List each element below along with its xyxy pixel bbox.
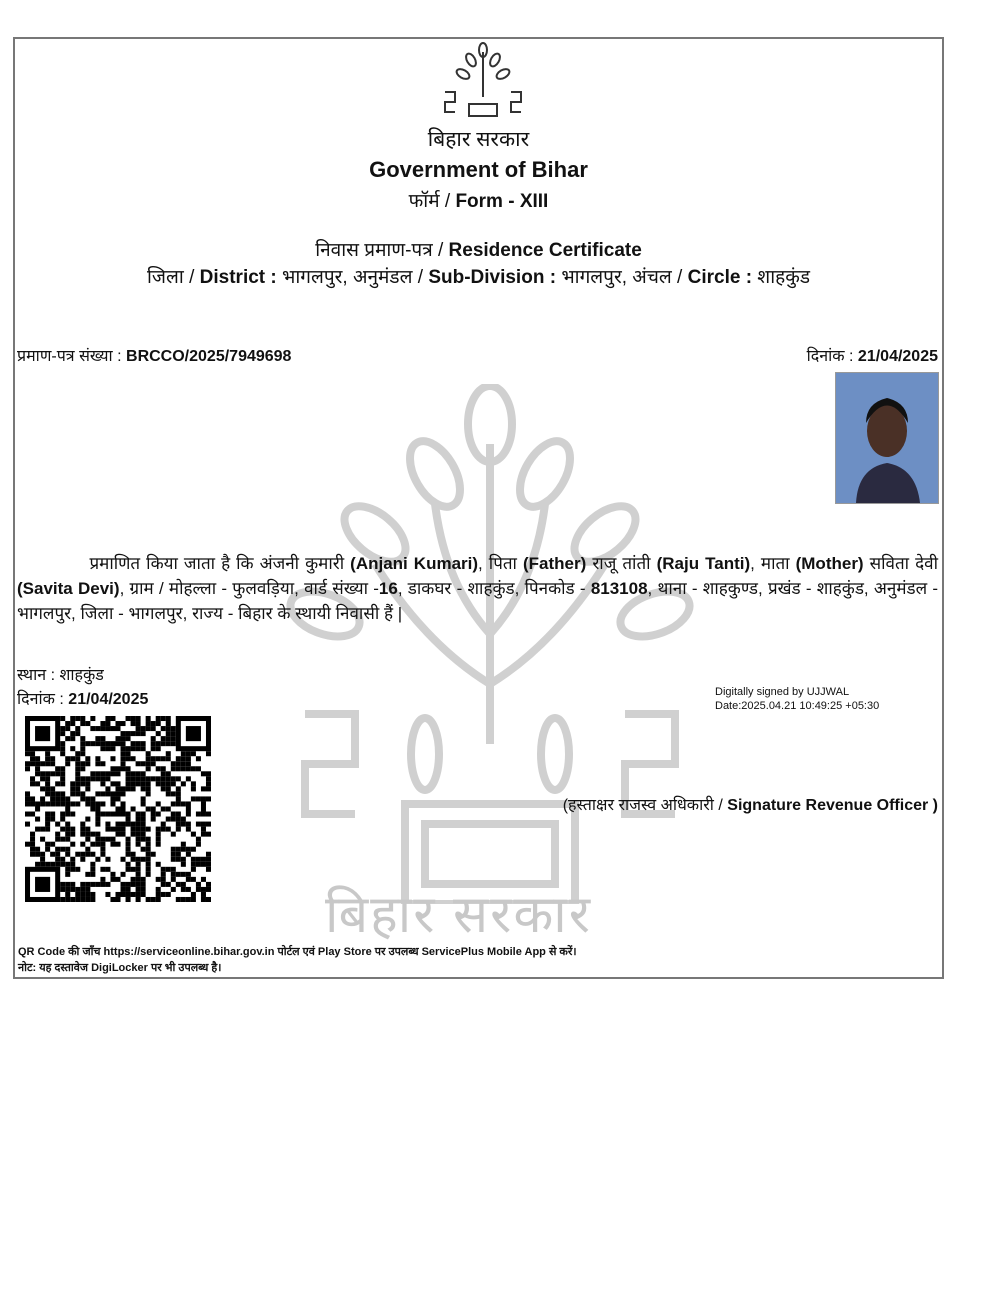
bihar-emblem-icon bbox=[443, 42, 523, 122]
text-segment: 16 bbox=[378, 579, 398, 598]
certificate-title bbox=[15, 236, 942, 262]
qr-note: QR Code की जाँच https://serviceonline.bihar.gov.in पोर्टल एवं Play Store पर उपलब्ध ServicePlus Mobile App से करें। bbox=[18, 946, 577, 958]
signature-hindi: (हस्ताक्षर राजस्व अधिकारी / bbox=[562, 797, 728, 814]
text-segment: शाहकुंड bbox=[752, 267, 810, 288]
govt-english-title: Government of Bihar bbox=[369, 157, 588, 182]
place bbox=[17, 663, 104, 685]
text-segment: , डाकघर - शाहकुंड, पिनकोड - bbox=[397, 579, 591, 598]
qr-code bbox=[25, 716, 211, 902]
cert-hindi: निवास प्रमाण-पत्र / bbox=[315, 240, 449, 261]
watermark-text: बिहार सरकार bbox=[325, 886, 593, 944]
digilocker-note: नोट: यह दस्तावेज DigiLocker पर भी उपलब्ध है। bbox=[18, 962, 222, 974]
text-segment: जिला / bbox=[146, 267, 200, 288]
certificate-body-text bbox=[17, 551, 938, 626]
digital-sig-line1: Digitally signed by UJJWAL bbox=[715, 686, 850, 698]
text-segment: (Anjani Kumari) bbox=[350, 554, 479, 573]
certificate-document bbox=[13, 37, 944, 979]
text-segment: प्रमाणित किया जाता है कि अंजनी कुमारी bbox=[17, 554, 351, 573]
text-segment: (Raju Tanti) bbox=[656, 554, 751, 573]
text-segment: भागलपुर, अनुमंडल / bbox=[276, 267, 429, 288]
text-segment: Sub-Division : bbox=[428, 267, 557, 288]
issue-date-label: दिनांक : bbox=[17, 691, 69, 708]
text-segment: (Savita Devi) bbox=[17, 579, 120, 598]
cert-english: Residence Certificate bbox=[448, 240, 642, 261]
text-segment: District : bbox=[199, 267, 277, 288]
text-segment: भागलपुर, अंचल / bbox=[556, 267, 688, 288]
cert-number-label: प्रमाण-पत्र संख्या : bbox=[17, 348, 127, 365]
text-segment: , माता bbox=[750, 554, 796, 573]
form-label: Form - XIII bbox=[455, 191, 549, 212]
footer-notes bbox=[18, 944, 577, 976]
text-segment: , पिता bbox=[478, 554, 524, 573]
cert-number-value: BRCCO/2025/7949698 bbox=[126, 348, 292, 365]
issue-date-value: 21/04/2025 bbox=[68, 691, 149, 708]
text-segment: , थाना - शाहकुण्ड, प्रखंड - शाहकुंड, अनुमंडल - भागलपुर, जिला - भागलपुर, राज्य - बिहार के स्थायी निवासी हैं | bbox=[17, 579, 939, 623]
certificate-number bbox=[17, 344, 291, 366]
text-segment: Circle : bbox=[687, 267, 753, 288]
bodhi-tree-watermark-icon bbox=[285, 384, 695, 904]
form-title bbox=[15, 187, 942, 213]
text-segment: सविता देवी bbox=[863, 554, 938, 573]
certificate-date bbox=[807, 344, 938, 366]
cert-date-value: 21/04/2025 bbox=[857, 348, 938, 365]
signature-english: Signature Revenue Officer ) bbox=[727, 797, 938, 814]
text-segment: (Father) bbox=[523, 554, 587, 573]
text-segment: (Mother) bbox=[795, 554, 864, 573]
text-segment: , ग्राम / मोहल्ला - फुलवड़िया, वार्ड संख्या - bbox=[119, 579, 379, 598]
govt-hindi-title: बिहार सरकार bbox=[427, 128, 530, 151]
signature-label bbox=[563, 793, 938, 815]
text-segment: 813108 bbox=[590, 579, 648, 598]
issue-date bbox=[17, 687, 148, 709]
text-segment: राजू तांती bbox=[586, 554, 657, 573]
digital-signature bbox=[715, 685, 879, 713]
applicant-photo bbox=[835, 372, 939, 504]
location-line bbox=[15, 263, 942, 289]
place-label: स्थान : bbox=[17, 667, 60, 684]
cert-date-label: दिनांक : bbox=[806, 348, 858, 365]
form-prefix: फॉर्म / bbox=[408, 191, 456, 212]
digital-sig-line2: Date:2025.04.21 10:49:25 +05:30 bbox=[715, 700, 880, 712]
place-value: शाहकुंड bbox=[59, 667, 104, 684]
